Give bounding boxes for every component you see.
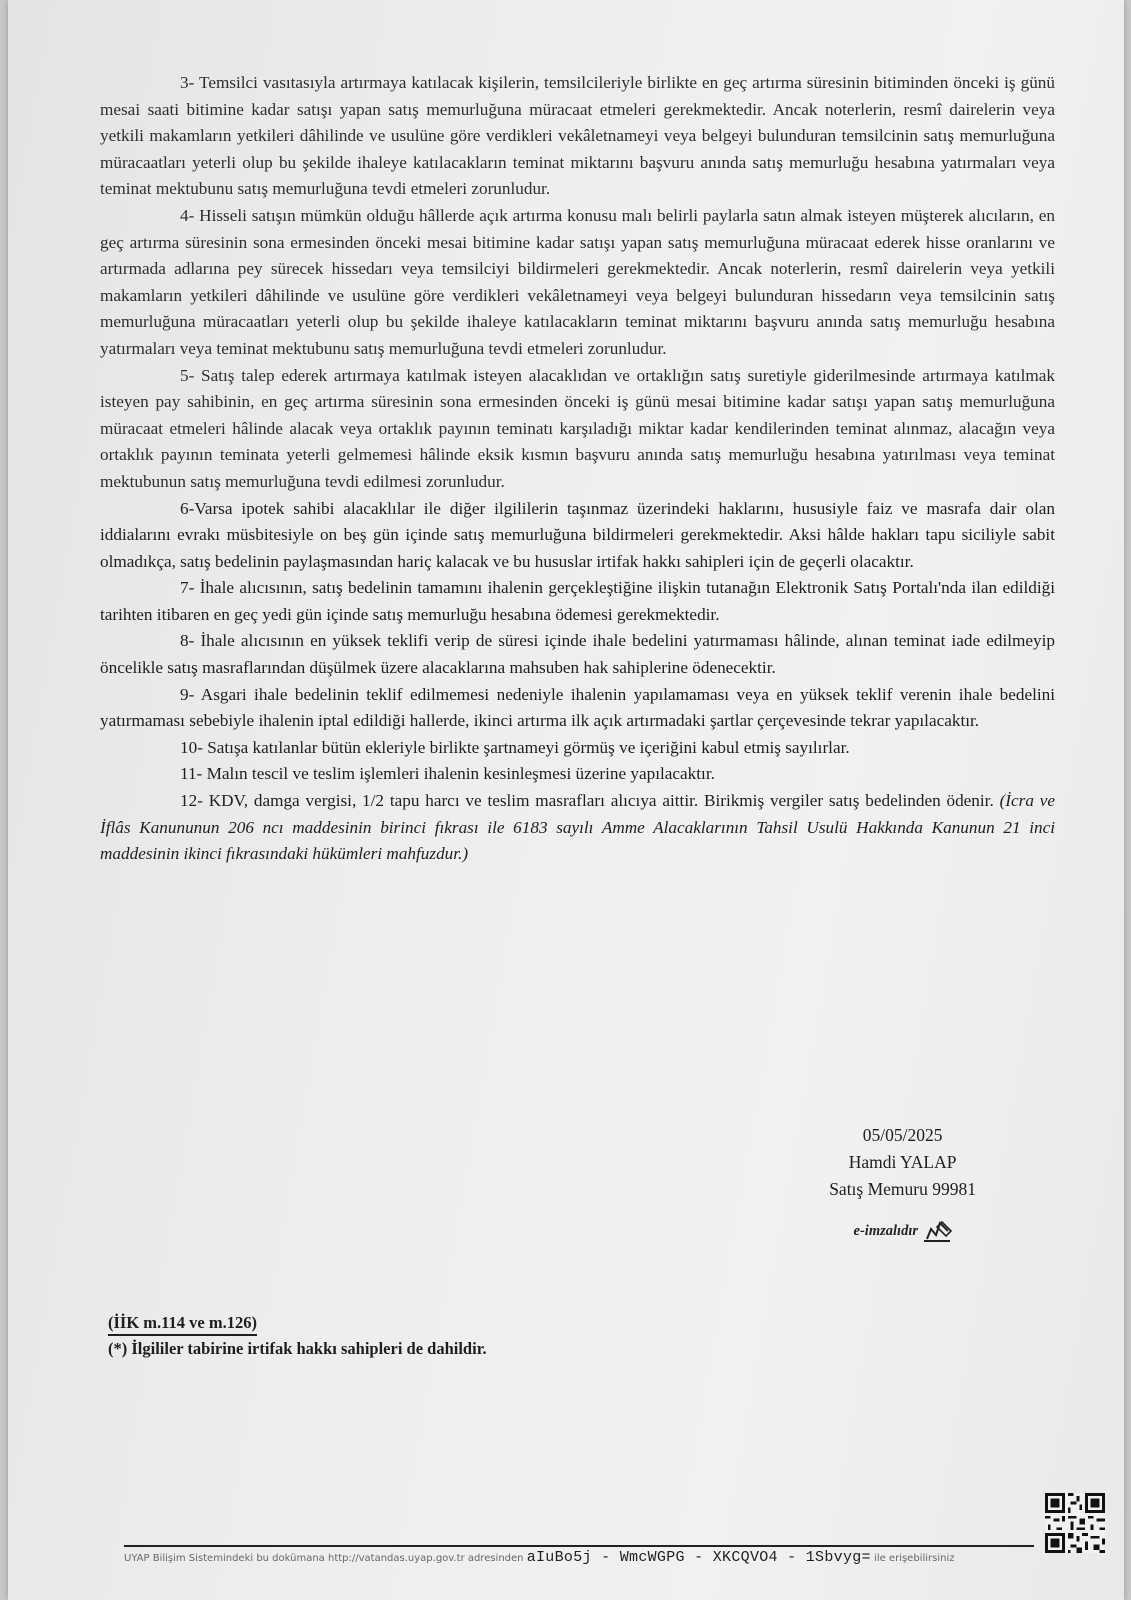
- paragraph-4: 4- Hisseli satışın mümkün olduğu hâllerde açık artırma konusu malı belirli paylarla satın almak isteyen müşterek alıcıların, en geç artırma süresinin sona ermesinden önceki mesai bitimine kadar satışı yapan satış memurluğuna müracaat ederek hisse oranlarını ve artırmada adlarına pey sürecek hissedarı veya temsilciyi bildirmeleri gerekmektedir. Ancak noterlerin, resmî dairelerin veya yetkili makamların yetkileri dâhilinde ve usulüne göre verdikleri vekâletnameyi veya belgeyi bulunduran hissedarın veya temsilcinin satış memurluğuna müracaatları yeterli olup bu şekilde ihaleye katılacakların teminat miktarını başvuru anında satış memurluğu hesabına yatırmaları veya teminat mektubunu satış memurluğuna tevdi etmeleri zorunludur.: [100, 205, 1055, 358]
- paragraph-12-text: 12- KDV, damga vergisi, 1/2 tapu harcı ve teslim masrafları alıcıya aittir. Birikmiş vergiler satış bedelinden ödenir.: [180, 791, 994, 811]
- pen-signature-icon: [922, 1218, 954, 1244]
- footer: [124, 1549, 1084, 1566]
- paragraph-8: 8- İhale alıcısının en yüksek teklifi verip de süresi içinde ihale bedelini yatırmaması hâlinde, alınan teminat iade edilmeyip öncelikle satış masraflarından düşülmek üzere alacaklarına mahsuben hak sahiplerine ödenecektir.: [100, 631, 1055, 678]
- paragraph-10: 10- Satışa katılanlar bütün ekleriyle birlikte şartnameyi görmüş ve içeriğini kabul etmiş sayılırlar.: [180, 737, 850, 757]
- footer-suffix: ile erişebilirsiniz: [874, 1553, 955, 1564]
- paragraph-6: 6-Varsa ipotek sahibi alacaklılar ile diğer ilgililerin taşınmaz üzerindeki haklarını, hususiyle faiz ve masrafa dair olan iddialarını evrakı müsbitesiyle on beş gün içinde satış memurluğuna bildirmeleri gerekmektedir. Aksi hâlde hakları tapu siciliyle sabit olmadıkça, satış bedelinin paylaşmasından hariç kalacak ve bu hususlar irtifak hakkı sahipleri için de geçerli olacaktır.: [100, 498, 1055, 571]
- paragraph-12: [100, 788, 1055, 868]
- paragraph-5: 5- Satış talep ederek artırmaya katılmak isteyen alacaklıdan ve ortaklığın satış suretiyle giderilmesinde artırmaya katılmak isteyen pay sahibinin, en geç artırma süresinin sona ermesinden önceki iş günü mesai bitimine kadar satışı yapan satış memurluğuna müracaat etmeleri hâlinde alacak veya ortaklık payının teminatı karşıladığı miktar kadar kendilerinden teminat alınmaz, alacağın veya ortaklık payının teminata yeterli gelmemesi hâlinde eksik kısmın başvuru anında satış memurluğu hesabına yatırılması veya teminat mektubunun satış memurluğuna tevdi edilmesi zorunludur.: [100, 365, 1055, 491]
- qr-code-icon: [1045, 1493, 1105, 1553]
- footer-divider: [124, 1545, 1034, 1547]
- signature-block: [829, 1122, 976, 1203]
- e-signature-mark: [854, 1218, 954, 1244]
- document-date: 05/05/2025: [862, 1125, 943, 1145]
- paragraph-7: 7- İhale alıcısının, satış bedelinin tamamını ihalenin gerçekleştiğine ilişkin tutanağın Elektronik Satış Portalı'nda ilan edildiği tarihten itibaren en geç yedi gün içinde satış memurluğu hesabına ödemesi gerekmektedir.: [100, 578, 1055, 624]
- verification-code: aIuBo5j - WmcWGPG - XKCQVO4 - 1Sbvyg=: [526, 1549, 871, 1566]
- e-signature-label: e-imzalıdır: [853, 1222, 918, 1239]
- paragraph-3: 3- Temsilci vasıtasıyla artırmaya katılacak kişilerin, temsilcileriyle birlikte en geç artırma süresinin bitiminden önceki iş günü mesai saati bitimine kadar satışı yapan satış memurluğuna müracaat etmeleri gerekmektedir. Ancak noterlerin, resmî dairelerin veya yetkili makamların yetkileri dâhilinde ve usulüne göre verdikleri vekâletnameyi veya belgeyi bulunduran temsilcinin satış memurluğuna müracaatları yeterli olup bu şekilde ihaleye katılacakların teminat miktarını başvuru anında satış memurluğu hesabına yatırmaları veya teminat mektubunu satış memurluğuna tevdi etmeleri zorunludur.: [100, 73, 1055, 199]
- footnote-note: (*) İlgililer tabirine irtifak hakkı sahipleri de dahildir.: [108, 1339, 487, 1358]
- signer-name: Hamdi YALAP: [848, 1152, 957, 1172]
- legal-reference: (İİK m.114 ve m.126): [108, 1312, 257, 1336]
- paragraph-12-legal-note: (İcra ve İflâs Kanununun 206 ncı maddesinin birinci fıkrası ile 6183 sayılı Amme Alacaklarının Tahsil Usulü Hakkında Kanunun 21 inci maddesinin ikinci fıkrasındaki hükümleri mahfuzdur.): [100, 791, 1056, 864]
- paragraph-9: 9- Asgari ihale bedelinin teklif edilmemesi nedeniyle ihalenin yapılamaması veya en yüksek teklif verenin ihale bedelini yatırmaması sebebiyle ihalenin iptal edildiği hallerde, ikinci artırma ilk açık artırmadaki şartlar çerçevesinde tekrar yapılacaktır.: [100, 684, 1055, 731]
- document-page: [8, 0, 1124, 1600]
- footnotes: [108, 1310, 487, 1361]
- signer-title: Satış Memuru 99981: [829, 1179, 976, 1199]
- document-body: [100, 70, 1055, 868]
- paragraph-11: 11- Malın tescil ve teslim işlemleri ihalenin kesinleşmesi üzerine yapılacaktır.: [180, 764, 715, 784]
- footer-prefix: UYAP Bilişim Sistemindeki bu dokümana http://vatandas.uyap.gov.tr adresinden: [124, 1553, 524, 1564]
